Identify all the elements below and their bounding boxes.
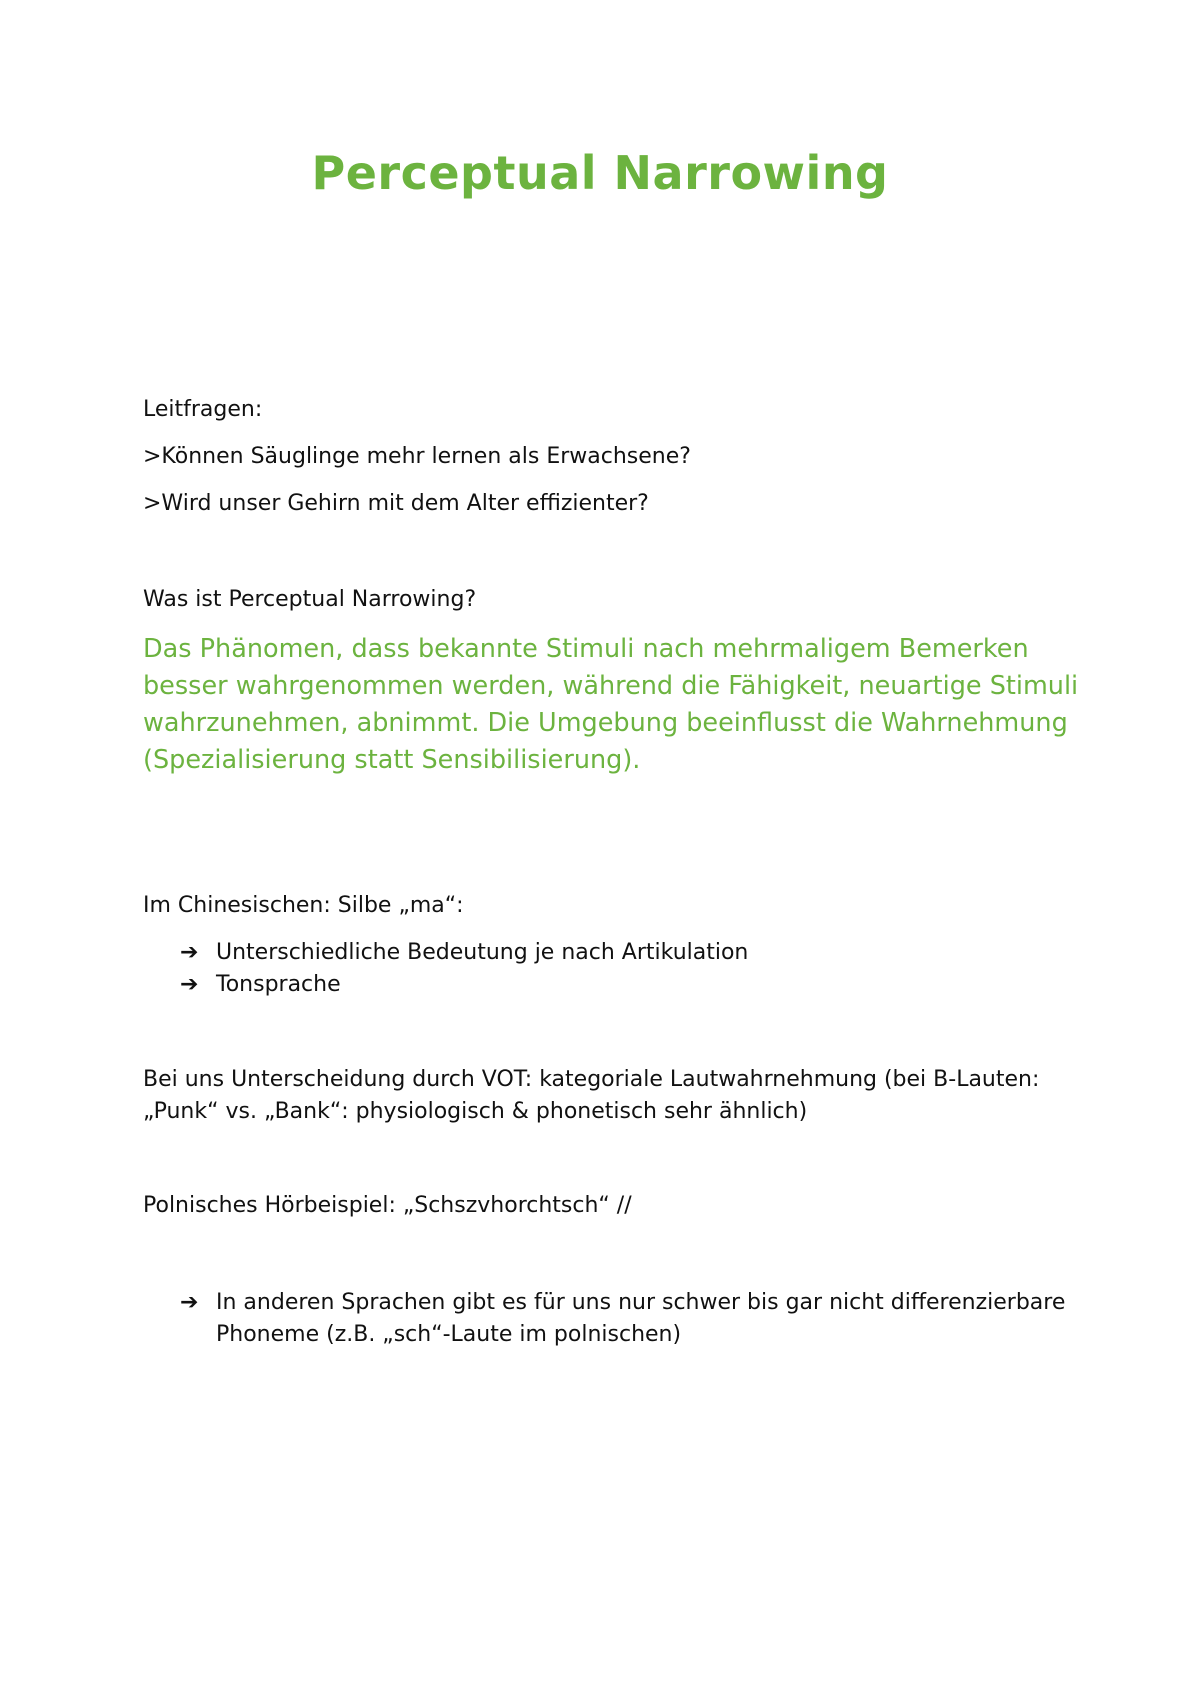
definition-answer-line: besser wahrgenommen werden, während die Fähigkeit, neuartige Stimuli [143,671,1079,701]
guiding-questions-label: Leitfragen: [143,397,263,422]
guiding-question-2: >Wird unser Gehirn mit dem Alter effizienter? [143,491,649,516]
definition-answer-line: wahrzunehmen, abnimmt. Die Umgebung beeinflusst die Wahrnehmung [143,708,1068,738]
arrow-right-icon: ➔ [180,972,199,997]
polish-heading: Polnisches Hörbeispiel: „Schszvhorchtsch“ // [143,1193,632,1218]
definition-question: Was ist Perceptual Narrowing? [143,587,477,612]
definition-answer-line: (Spezialisierung statt Sensibilisierung). [143,745,641,775]
vot-line-1: Bei uns Unterscheidung durch VOT: kategoriale Lautwahrnehmung (bei B-Lauten: [143,1067,1040,1092]
arrow-right-icon: ➔ [180,1290,199,1315]
bullet-text: Phoneme (z.B. „sch“-Laute im polnischen) [216,1322,682,1347]
definition-answer [143,631,1079,779]
bullet-text: Unterschiedliche Bedeutung je nach Artikulation [216,940,749,965]
vot-line-2: „Punk“ vs. „Bank“: physiologisch & phonetisch sehr ähnlich) [143,1099,808,1124]
bullet-text: Tonsprache [216,972,341,997]
definition-answer-line: Das Phänomen, dass bekannte Stimuli nach mehrmaligem Bemerken [143,634,1029,664]
document-title: Perceptual Narrowing [311,146,889,200]
bullet-text: In anderen Sprachen gibt es für uns nur schwer bis gar nicht differenzierbare [216,1290,1066,1315]
chinese-heading: Im Chinesischen: Silbe „ma“: [143,893,464,918]
arrow-right-icon: ➔ [180,940,199,965]
guiding-question-1: >Können Säuglinge mehr lernen als Erwachsene? [143,444,691,469]
